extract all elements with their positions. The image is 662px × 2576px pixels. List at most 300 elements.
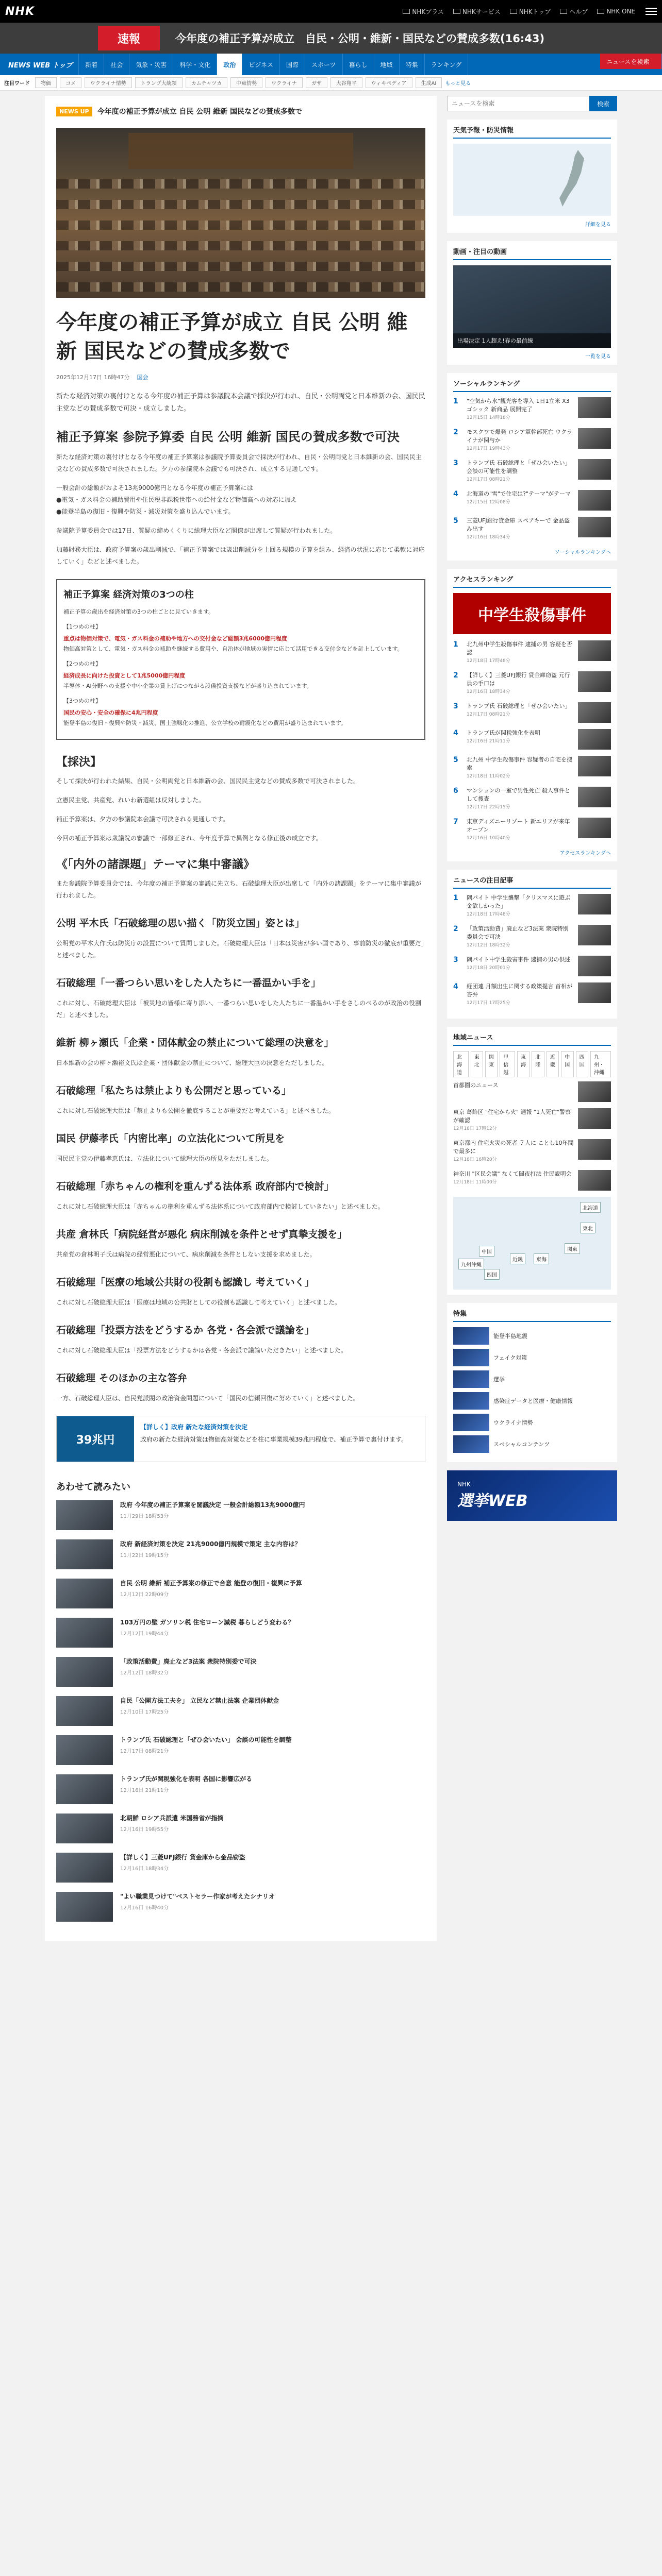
special-thumbnail: [453, 1349, 489, 1366]
related-article-thumbnail: [56, 1814, 113, 1843]
ranking-item[interactable]: [453, 428, 611, 453]
related-article-title: 「政策活動費」廃止など3法案 衆院特別委で可決: [120, 1658, 257, 1665]
related-article-title: 自民 公明 維新 補正予算案の修正で合意 能登の復旧・復興に予算: [120, 1580, 302, 1587]
article-date: 2025年12月17日 16時47分: [56, 374, 130, 381]
pillar-body: 物価高対策として、電気・ガス料金の補助を継続する費用や、自治体が地域の実情に応じて活用できる交付金などを計上しています。: [63, 646, 403, 652]
video-title: 動画・注目の動画: [453, 246, 611, 260]
hamburger-menu-icon[interactable]: [646, 6, 657, 17]
breaking-news-bar[interactable]: [0, 23, 662, 54]
nav-item-new[interactable]: 新着: [79, 54, 104, 75]
ranking-item[interactable]: [453, 894, 611, 919]
special-item[interactable]: [453, 1349, 611, 1366]
ranking-number: 2: [453, 671, 458, 680]
nav-item-life[interactable]: 暮らし: [343, 54, 374, 75]
special-item[interactable]: [453, 1414, 611, 1431]
region-block[interactable]: 関東: [565, 1243, 580, 1254]
related-article[interactable]: [56, 1579, 425, 1608]
section-heading: 《「内外の諸課題」テーマに集中審議》: [56, 858, 255, 871]
related-article[interactable]: [56, 1618, 425, 1648]
account-icon: [597, 9, 604, 14]
pillar-label: 【1つめの柱】: [63, 623, 101, 630]
ranking-thumbnail: [578, 818, 611, 838]
related-article-text: [120, 1579, 302, 1608]
pillar-head: 重点は物価対策で、電気・ガス料金の補助や地方への交付金など総額3兆6000億円程度: [63, 635, 288, 642]
trending-tag[interactable]: コメ: [60, 77, 81, 88]
trending-tag[interactable]: 生成AI: [416, 77, 442, 88]
ranking-thumbnail: [578, 428, 611, 449]
region-title: 地域ニュース: [453, 1032, 611, 1046]
related-article[interactable]: [56, 1696, 425, 1726]
related-article-title: トランプ氏 石破総理と「ぜひ会いたい」 会談の可能性を調整: [120, 1736, 292, 1743]
region-block[interactable]: 北海道: [580, 1202, 601, 1213]
video-list-link[interactable]: 一覧を見る: [585, 354, 611, 360]
related-article[interactable]: [56, 1814, 425, 1843]
top-link-4[interactable]: NHK ONE: [597, 7, 635, 16]
ranking-item[interactable]: [453, 640, 611, 665]
ranking-thumbnail: [578, 894, 611, 914]
top-link-2[interactable]: NHKトップ: [510, 7, 551, 16]
follow-box: [447, 870, 617, 1019]
ranking-thumbnail: [578, 702, 611, 723]
ranking-title: 経団連 月額出生に関する政策提言 首相が答弁: [467, 983, 572, 998]
nav-item-international[interactable]: 国際: [280, 54, 305, 75]
weather-link[interactable]: 詳細を見る: [585, 222, 611, 228]
qa-heading: 石破総理「私たちは禁止よりも公開だと思っている」: [56, 1085, 292, 1096]
nav-item-ranking[interactable]: ランキング: [425, 54, 469, 75]
region-block[interactable]: 九州沖縄: [458, 1259, 484, 1269]
ranking-item[interactable]: [453, 702, 611, 723]
special-item[interactable]: [453, 1392, 611, 1410]
qa-body: 共産党の倉林明子氏は病院の経営悪化について、病床削減を条件としない支援を求めました。: [56, 1251, 316, 1258]
sidebar-search: [447, 96, 617, 111]
ranking-thumbnail: [578, 787, 611, 807]
paragraph: 今回の補正予算案は衆議院の審議で一部修正され、今年度予算で異例となる修正後の成立です。: [56, 835, 322, 842]
ranking-item[interactable]: [453, 925, 611, 950]
ranking-title: 隅パイト中学生殺害事件 逮捕の男の供述: [467, 956, 571, 963]
related-article[interactable]: [56, 1539, 425, 1569]
social-ranking-box: [447, 373, 617, 561]
special-label: 能登半島地震: [493, 1333, 527, 1340]
region-news-date: 12月18日 16時20分: [453, 1157, 497, 1162]
related-article[interactable]: [56, 1774, 425, 1804]
economic-package-link[interactable]: [56, 1416, 425, 1462]
region-tab[interactable]: 東海: [517, 1051, 529, 1077]
special-thumbnail: [453, 1414, 489, 1431]
pillar-label: 【2つめの柱】: [63, 660, 101, 667]
special-label: 感染症データと医療・健康情報: [493, 1398, 573, 1404]
ranking-text: [467, 671, 574, 696]
ranking-date: 12月15日 12時08分: [467, 500, 510, 505]
related-article-thumbnail: [56, 1657, 113, 1687]
special-item[interactable]: [453, 1370, 611, 1388]
ranking-item[interactable]: [453, 517, 611, 541]
top-link-1[interactable]: NHKサービス: [453, 7, 501, 16]
related-article-text: [120, 1814, 223, 1843]
nav-item-politics[interactable]: 政治: [217, 54, 242, 75]
section-heading: 【採決】: [56, 756, 102, 769]
qa-body: これに対し石破総理大臣は「医療は地域の公共財としての役割も認識して考えていく」と述べました。: [56, 1299, 341, 1306]
ranking-thumbnail: [578, 517, 611, 537]
special-label: ウクライナ情勢: [493, 1419, 533, 1426]
breaking-text[interactable]: 今年度の補正予算が成立 自民・公明・維新・国民などの賛成多数(16:43): [175, 32, 545, 45]
region-news-thumbnail: [578, 1139, 611, 1160]
region-tab[interactable]: 甲信越: [500, 1051, 515, 1077]
related-article-title: 政府 新経済対策を決定 21兆9000億円規模で策定 主な内容は？: [120, 1540, 301, 1548]
special-thumbnail: [453, 1435, 489, 1453]
related-article-thumbnail: [56, 1853, 113, 1883]
paragraph: 新たな経済対策の裏付けとなる今年度の補正予算案は参議院予算委員会で採決が行われ、自民・公明両党と日本維新の会、国民民主党などの賛成多数で可決されました。夕方の参議院本会議でも可決され、成立する見通しです。: [56, 453, 422, 472]
related-article-date: 12月16日 21時11分: [120, 1788, 169, 1793]
special-item[interactable]: [453, 1327, 611, 1345]
ranking-item[interactable]: [453, 459, 611, 484]
related-article[interactable]: [56, 1657, 425, 1687]
weather-title: 天気予報・防災情報: [453, 125, 611, 139]
qa-body: これに対し石破総理大臣は「投票方法をどうするかは各党・各会派で議論いただきたい」と述べました。: [56, 1347, 347, 1354]
related-article-text: [120, 1500, 305, 1530]
trending-tag[interactable]: カムチャツカ: [186, 77, 228, 88]
related-article[interactable]: [56, 1500, 425, 1530]
ranking-title: マンションの一室で男性死亡 殺人事件として捜査: [467, 787, 571, 802]
related-article-text: [120, 1657, 257, 1687]
paragraph: また参議院予算委員会では、今年度の補正予算案の審議に先立ち、石破総理大臣が出席して「内外の諸課題」をテーマに集中審議が行われました。: [56, 880, 422, 899]
ranking-thumbnail: [578, 756, 611, 776]
ranking-date: 12月18日 11時02分: [467, 774, 510, 779]
qa-heading: 公明 平木氏「石破総理の思い描く「防災立国」姿とは」: [56, 918, 305, 929]
related-article-text: [120, 1735, 291, 1765]
paragraph: 立憲民主党、共産党、れいわ新選組は反対しました。: [56, 796, 205, 804]
region-news-title: 神奈川 "区民会議" なくて闇夜打法 住民説明会: [453, 1171, 572, 1177]
region-tab[interactable]: 北陸: [532, 1051, 544, 1077]
home-icon: [510, 9, 517, 14]
trending-tag[interactable]: ウィキペディア: [366, 77, 412, 88]
pillar-head: 経済成長に向けた投資として1兆5000億円程度: [63, 672, 186, 679]
region-news-thumbnail: [578, 1108, 611, 1129]
region-tabs: [453, 1051, 611, 1077]
economic-package-summary: 政府の新たな経済対策は物価高対策などを柱に事業規模39兆円程度で、補正予算で裏付けます。: [140, 1436, 408, 1443]
related-article-date: 12月12日 22時09分: [120, 1592, 169, 1598]
nav-item-top[interactable]: NEWS WEB トップ: [2, 54, 79, 75]
ranking-text: [467, 702, 574, 719]
featured-video[interactable]: [453, 265, 611, 348]
related-article[interactable]: [56, 1735, 425, 1765]
ranking-item[interactable]: [453, 756, 611, 781]
ranking-number: 5: [453, 756, 458, 764]
nav-item-society[interactable]: 社会: [104, 54, 129, 75]
region-news-text: [453, 1108, 574, 1133]
related-article-date: 12月12日 18時32分: [120, 1670, 169, 1676]
qa-heading: 石破総理「赤ちゃんの権利を重んずる法体系 政府部内で検討」: [56, 1181, 334, 1192]
region-news-title: 東京 葛飾区 "住宅から火" 通報 "1人死亡"警察が確認: [453, 1109, 571, 1124]
related-article-thumbnail: [56, 1892, 113, 1922]
ranking-thumbnail: [578, 956, 611, 976]
region-tab[interactable]: 関東: [485, 1051, 498, 1077]
region-block[interactable]: 近畿: [510, 1253, 525, 1264]
related-article-thumbnail: [56, 1774, 113, 1804]
qa-body: これに対し石破総理大臣は「禁止よりも公開を徹底することが重要だと考えている」と述べました。: [56, 1107, 335, 1114]
ranking-thumbnail: [578, 459, 611, 480]
related-article-text: [120, 1618, 294, 1648]
related-article-title: 北朝鮮 ロシア兵派遣 米国務省が指摘: [120, 1815, 224, 1822]
trending-more-link[interactable]: もっと見る: [445, 81, 471, 87]
ranking-text: [467, 818, 574, 842]
ranking-item[interactable]: [453, 956, 611, 976]
region-block[interactable]: 中国: [479, 1246, 494, 1257]
policy-pillars-box: [56, 579, 425, 740]
special-thumbnail: [453, 1327, 489, 1345]
paragraph: 補正予算案は、夕方の参議院本会議で可決される見通しです。: [56, 816, 229, 823]
ranking-date: 12月16日 18時34分: [467, 689, 510, 694]
trending-tag[interactable]: ガザ: [306, 77, 327, 88]
election-web-banner[interactable]: [447, 1470, 617, 1521]
paragraph: 加藤財務大臣は、政府予算案の歳出削減で、「補正予算案では歳出削減分を上回る規模の予算を組み、経済の状況に応じて柔軟に対応していく」などと述べました。: [56, 546, 425, 565]
related-article-thumbnail: [56, 1618, 113, 1648]
qa-body: これに対し、石破総理大臣は「被災地の皆様に寄り添い、一番つらい思いをした人たちに一番温かい手をさしのべるのが政治の役割だ」と述べました。: [56, 999, 422, 1019]
ranking-title: 「政策活動費」廃止など3法案 衆院特別委員会で可決: [467, 925, 569, 940]
ranking-thumbnail: [578, 982, 611, 1003]
special-item[interactable]: [453, 1435, 611, 1453]
article-top-head: [56, 106, 425, 116]
ranking-item[interactable]: [453, 787, 611, 811]
incident-banner[interactable]: 中学生殺傷事件: [453, 593, 611, 634]
weather-map[interactable]: [453, 144, 611, 216]
region-tab[interactable]: 北海道: [453, 1051, 469, 1077]
article-lead: 新たな経済対策の裏付けとなる今年度の補正予算は参議院本会議で採決が行われ、自民・公明両党と日本維新の会、国民民主党などの賛成多数で可決・成立しました。: [56, 393, 425, 413]
nav-item-feature[interactable]: 特集: [400, 54, 425, 75]
ranking-number: 5: [453, 517, 458, 525]
special-label: スペシャルコンテンツ: [493, 1441, 550, 1448]
ranking-date: 12月17日 19時43分: [467, 446, 510, 451]
ranking-thumbnail: [578, 490, 611, 511]
ranking-text: [467, 490, 574, 506]
ranking-text: [467, 640, 574, 665]
box-title: 補正予算案 経済対策の3つの柱: [63, 589, 194, 600]
trending-tag[interactable]: トランプ大統領: [135, 77, 183, 88]
related-article-title: トランプ氏が関税強化を表明 各国に影響広がる: [120, 1775, 253, 1783]
ranking-item[interactable]: [453, 818, 611, 842]
region-news-text: [453, 1170, 574, 1187]
related-article[interactable]: [56, 1853, 425, 1883]
qa-heading: 石破総理「投票方法をどうするか 各党・各会派で議論を」: [56, 1325, 315, 1336]
ranking-date: 12月18日 20時01分: [467, 965, 510, 971]
region-block[interactable]: 東海: [534, 1253, 549, 1264]
article-category[interactable]: 国会: [137, 374, 148, 381]
ranking-date: 12月16日 18時34分: [467, 535, 510, 540]
ranking-item[interactable]: [453, 490, 611, 511]
access-ranking-link[interactable]: アクセスランキングへ: [559, 851, 611, 856]
qa-heading: 国民 伊藤孝氏「内密比率」の立法化について所見を: [56, 1133, 285, 1144]
election-banner-sub: NHK: [457, 1481, 471, 1488]
region-news-item[interactable]: [453, 1139, 611, 1164]
qa-body: 日本維新の会の柳ヶ瀬裕文氏は企業・団体献金の禁止について、総理大臣の決意をただしました。: [56, 1059, 328, 1066]
help-icon: [560, 9, 567, 14]
top-bar: [0, 0, 662, 23]
nav-search-button[interactable]: ニュースを検索: [600, 54, 662, 69]
ranking-date: 12月12日 18時32分: [467, 943, 510, 948]
ranking-title: トランプ氏 石破総理と「ぜひ会いたい」: [467, 703, 571, 709]
related-articles-list: [56, 1500, 425, 1922]
election-banner-main: 選挙WEB: [457, 1492, 528, 1510]
ranking-title: 北九州 中学生殺傷事件 容疑者の自宅を捜索: [467, 756, 572, 771]
region-tab[interactable]: 東北: [471, 1051, 483, 1077]
nav-item-weather[interactable]: 気象・災害: [129, 54, 173, 75]
ranking-thumbnail: [578, 671, 611, 692]
ranking-text: [467, 428, 574, 453]
related-article-date: 12月16日 18時34分: [120, 1866, 169, 1872]
qa-heading: 石破総理「一番つらい思いをした人たちに一番温かい手を」: [56, 977, 321, 989]
pillar-body: 半導体・AI分野への支援や中小企業の賃上げにつながる設備投資支援などが盛り込まれています。: [63, 683, 312, 689]
ranking-title: 【詳しく】三菱UFJ銀行 貸金庫窃盗 元行員の手口は: [467, 672, 570, 687]
nav-item-sports[interactable]: スポーツ: [305, 54, 343, 75]
related-article-thumbnail: [56, 1735, 113, 1765]
qa-body: これに対し石破総理大臣は「赤ちゃんの権利を重んずる法体系について政府部内で検討していきたい」と述べました。: [56, 1203, 384, 1210]
related-articles-heading: あわせて読みたい: [56, 1482, 130, 1493]
ranking-title: モスクワで爆発 ロシア軍幹部死亡 ウクライナが関与か: [467, 429, 572, 444]
ranking-number: 4: [453, 729, 458, 737]
social-ranking-link[interactable]: ソーシャルランキングへ: [554, 550, 611, 555]
related-article-date: 12月10日 17時25分: [120, 1709, 169, 1715]
related-article-thumbnail: [56, 1579, 113, 1608]
ranking-text: [467, 956, 574, 972]
related-article-date: 12月16日 16時40分: [120, 1905, 169, 1911]
related-article-date: 11月22日 19時15分: [120, 1553, 169, 1558]
ranking-number: 2: [453, 428, 458, 436]
trending-label: 注目ワード: [4, 81, 30, 87]
ranking-text: [467, 894, 574, 919]
trending-tag[interactable]: 大谷翔平: [330, 77, 362, 88]
nav-item-science[interactable]: 科学・文化: [173, 54, 217, 75]
section-heading: 補正予算案 参院予算委 自民 公明 維新 国民の賛成多数で可決: [56, 430, 400, 444]
ranking-number: 1: [453, 894, 458, 902]
region-news-text: [453, 1081, 574, 1090]
ranking-number: 7: [453, 818, 458, 826]
region-tab[interactable]: 四国: [576, 1051, 588, 1077]
related-article-title: 自民「公開方法工夫を」 立民など禁止法案 企業団体献金: [120, 1697, 279, 1704]
pillar-body: 能登半島の復旧・復興や防災・減災、国土強靱化の推進、公立学校の耐震化などの費用が盛り込まれています。: [63, 720, 347, 726]
ranking-date: 12月17日 08時21分: [467, 712, 510, 717]
ranking-number: 6: [453, 787, 458, 795]
related-article-thumbnail: [56, 1696, 113, 1726]
special-title: 特集: [453, 1308, 611, 1322]
article-title: 今年度の補正予算が成立 自民 公明 維新 国民などの賛成多数で: [56, 310, 408, 363]
ranking-title: トランプ氏が関税強化を表明: [467, 730, 540, 736]
article-top-head-text: 今年度の補正予算が成立 自民 公明 維新 国民などの賛成多数で: [97, 108, 303, 116]
pillar-head: 国民の安心・安全の確保に4兆円程度: [63, 709, 158, 716]
special-thumbnail: [453, 1392, 489, 1410]
qa-body: 国民民主党の伊藤孝恵氏は、立法化について総理大臣の所見をただしました。: [56, 1155, 273, 1162]
related-article-date: 11月29日 18時53分: [120, 1514, 169, 1519]
region-news-text: [453, 1139, 574, 1164]
follow-title: ニュースの注目記事: [453, 875, 611, 889]
ranking-number: 4: [453, 490, 458, 498]
related-article-text: [120, 1853, 245, 1883]
search-button[interactable]: 検索: [589, 96, 617, 111]
region-news-title: 首都圏のニュース: [453, 1082, 499, 1089]
related-article-title: 【詳しく】三菱UFJ銀行 貸金庫から金品窃盗: [120, 1854, 245, 1861]
ranking-number: 1: [453, 640, 458, 649]
ranking-title: トランプ氏 石破総理と「ぜひ会いたい」 会談の可能性を調整: [467, 460, 571, 474]
access-ranking-box: [447, 569, 617, 861]
ranking-date: 12月17日 22時15分: [467, 805, 510, 810]
ranking-thumbnail: [578, 925, 611, 945]
trending-tag[interactable]: 中東情勢: [230, 77, 262, 88]
region-news-item[interactable]: [453, 1081, 611, 1102]
related-article[interactable]: [56, 1892, 425, 1922]
special-label: フェイク対策: [493, 1354, 527, 1361]
trending-tag[interactable]: ウクライナ: [266, 77, 303, 88]
article-main: [45, 96, 437, 1941]
region-news-date: 12月18日 17時12分: [453, 1126, 497, 1131]
economic-package-title: 【詳しく】政府 新たな経済対策を決定: [140, 1423, 248, 1431]
special-thumbnail: [453, 1370, 489, 1388]
weather-box: [447, 120, 617, 233]
article-hero-image: [56, 128, 425, 298]
ranking-item[interactable]: [453, 397, 611, 422]
paragraph: 一般会計の総額がおよそ13兆9000億円となる今年度の補正予算案には ●電気・ガス料金の補助費用や住民税非課税世帯への給付金など物価高への対応に加え ●能登半島の復旧・復興や防災・減災対策を盛り込んでいます。: [56, 484, 297, 515]
access-ranking-title: アクセスランキング: [453, 574, 611, 588]
region-block[interactable]: 四国: [484, 1269, 500, 1280]
ranking-text: [467, 925, 574, 950]
related-article-title: 政府 今年度の補正予算案を閣議決定 一般会計総額13兆9000億円: [120, 1501, 305, 1509]
news-up-badge: NEWS UP: [56, 107, 92, 116]
qa-heading: 石破総理 そのほかの主な答弁: [56, 1372, 187, 1384]
nav-item-region[interactable]: 地域: [374, 54, 400, 75]
trending-words-bar: [0, 75, 662, 91]
ranking-text: [467, 397, 574, 422]
article-meta: [56, 373, 425, 381]
special-label: 選挙: [493, 1376, 505, 1383]
ranking-text: [467, 517, 574, 541]
trending-tag[interactable]: ウクライナ情勢: [85, 77, 132, 88]
search-input[interactable]: [447, 96, 589, 111]
ranking-item[interactable]: [453, 729, 611, 750]
ranking-item[interactable]: [453, 982, 611, 1007]
economic-package-thumbnail: 39兆円: [57, 1416, 134, 1462]
related-article-title: "よい職業見つけて"ベストセラー作家が考えたシナリオ: [120, 1893, 275, 1900]
nav-item-business[interactable]: ビジネス: [242, 54, 280, 75]
trending-tag[interactable]: 物価: [35, 77, 57, 88]
related-article-text: [120, 1892, 275, 1922]
ranking-text: [467, 729, 574, 745]
ranking-item[interactable]: [453, 671, 611, 696]
related-article-text: [120, 1774, 252, 1804]
related-article-thumbnail: [56, 1539, 113, 1569]
region-tab[interactable]: 近畿: [547, 1051, 559, 1077]
main-nav: [0, 54, 662, 75]
region-news-item[interactable]: [453, 1108, 611, 1133]
region-tab[interactable]: 九州・沖縄: [590, 1051, 611, 1077]
ranking-number: 4: [453, 982, 458, 991]
qa-body: 一方、石破総理大臣は、自民党派閥の政治資金問題について「国民の信頼回復に努めていく」と述べました。: [56, 1395, 359, 1402]
video-box: [447, 241, 617, 365]
region-news-item[interactable]: [453, 1170, 611, 1191]
nhk-logo[interactable]: NHK: [5, 5, 35, 18]
pillar-label: 【3つめの柱】: [63, 698, 101, 704]
ranking-text: [467, 982, 574, 1007]
ranking-date: 12月17日 08時21分: [467, 477, 510, 482]
region-block[interactable]: 東北: [580, 1223, 595, 1233]
ranking-thumbnail: [578, 640, 611, 661]
top-link-3[interactable]: ヘルプ: [560, 7, 588, 16]
breaking-tag: 速報: [98, 26, 160, 50]
ranking-date: 12月16日 21時11分: [467, 739, 510, 744]
top-link-0[interactable]: NHKプラス: [403, 7, 444, 16]
related-article-date: 12月17日 08時21分: [120, 1749, 169, 1754]
featured-video-caption: 出場決定 1人超え!春の最前線: [453, 333, 611, 348]
ranking-date: 12月18日 17時48分: [467, 912, 510, 917]
ranking-text: [467, 787, 574, 811]
ranking-date: 12月18日 17時48分: [467, 658, 510, 664]
region-tab[interactable]: 中国: [561, 1051, 573, 1077]
